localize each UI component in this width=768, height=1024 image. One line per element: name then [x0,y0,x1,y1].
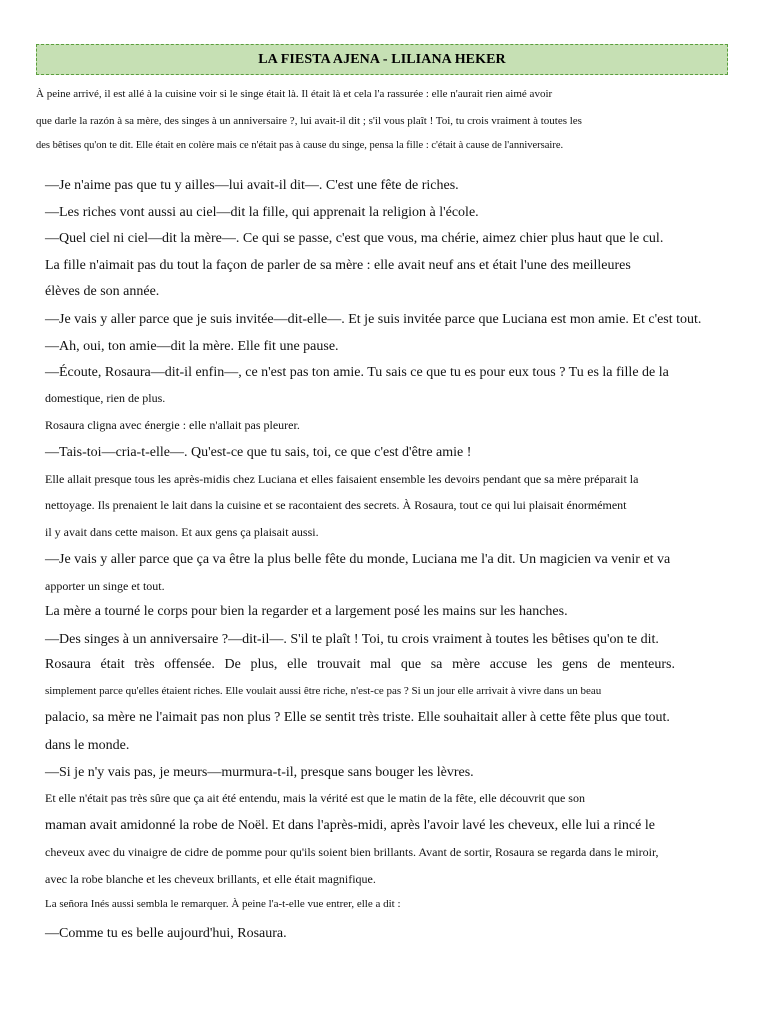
text-line: il y avait dans cette maison. Et aux gens ça plaisait aussi. [45,525,319,539]
text-line: Rosaura était très offensée. De plus, elle trouvait mal que sa mère accuse les gens de menteurs. [45,657,675,672]
text-line: —Ah, oui, ton amie—dit la mère. Elle fit une pause. [45,339,339,354]
text-line: —Je vais y aller parce que ça va être la plus belle fête du monde, Luciana me l'a dit. Un magicien va venir et va [45,552,671,567]
text-line: des bêtises qu'on te dit. Elle était en colère mais ce n'était pas à cause du singe, pensa la fille : c'était à cause de l'anniversaire. [36,140,564,151]
text-line: nettoyage. Ils prenaient le lait dans la cuisine et se racontaient des secrets. À Rosaura, tout ce qui lui plaisait énormément [45,498,627,512]
text-line: élèves de son année. [45,284,160,299]
text-line: palacio, sa mère ne l'aimait pas non plus ? Elle se sentit très triste. Elle souhaitait aller à cette fête plus que tout. [45,710,670,725]
text-line: La señora Inés aussi sembla le remarquer. À peine l'a-t-elle vue entrer, elle a dit : [45,898,401,910]
text-line: —Comme tu es belle aujourd'hui, Rosaura. [45,926,287,941]
document-title: LA FIESTA AJENA - LILIANA HEKER [258,51,506,67]
text-line: —Les riches vont aussi au ciel—dit la fille, qui apprenait la religion à l'école. [45,205,479,220]
text-line: domestique, rien de plus. [45,391,166,405]
text-line: La mère a tourné le corps pour bien la regarder et a largement posé les mains sur les hanches. [45,604,568,619]
text-line: La fille n'aimait pas du tout la façon de parler de sa mère : elle avait neuf ans et était l'une des meilleures [45,258,631,273]
text-line: À peine arrivé, il est allé à la cuisine voir si le singe était là. Il était là et cela l'a rassurée : elle n'aurait rien aimé avoir [36,88,553,100]
text-line: avec la robe blanche et les cheveux brillants, et elle était magnifique. [45,872,376,886]
text-line: —Tais-toi—cria-t-elle—. Qu'est-ce que tu sais, toi, ce que c'est d'être amie ! [45,445,472,460]
text-line: dans le monde. [45,738,130,753]
text-line: apporter un singe et tout. [45,579,165,593]
text-line: Rosaura cligna avec énergie : elle n'allait pas pleurer. [45,418,300,432]
text-line: maman avait amidonné la robe de Noël. Et dans l'après-midi, après l'avoir lavé les cheveux, elle lui a rincé le [45,818,655,833]
text-line: cheveux avec du vinaigre de cidre de pomme pour qu'ils soient bien brillants. Avant de sortir, Rosaura se regarda dans le miroir, [45,845,659,859]
text-line: —Quel ciel ni ciel—dit la mère—. Ce qui se passe, c'est que vous, ma chérie, aimez chier plus haut que le cul. [45,231,664,246]
text-line: —Des singes à un anniversaire ?—dit-il—. S'il te plaît ! Toi, tu crois vraiment à toutes les bêtises qu'on te dit. [45,632,659,647]
text-line: —Je vais y aller parce que je suis invitée—dit-elle—. Et je suis invitée parce que Luciana est mon amie. Et c'est tout. [45,312,702,327]
text-line: que darle la razón à sa mère, des singes à un anniversaire ?, lui avait-il dit ; s'il vous plaît ! Toi, tu crois vraiment à toutes les [36,115,582,127]
text-line: Et elle n'était pas très sûre que ça ait été entendu, mais la vérité est que le matin de la fête, elle découvrit que son [45,791,585,805]
text-line: Elle allait presque tous les après-midis chez Luciana et elles faisaient ensemble les devoirs pendant que sa mère préparait la [45,472,639,486]
text-line: simplement parce qu'elles étaient riches. Elle voulait aussi être riche, n'est-ce pas ? Si un jour elle arrivait à vivre dans un beau [45,685,602,697]
text-line: —Si je n'y vais pas, je meurs—murmura-t-il, presque sans bouger les lèvres. [45,765,474,780]
text-line: —Je n'aime pas que tu y ailles—lui avait-il dit—. C'est une fête de riches. [45,178,459,193]
text-line: —Écoute, Rosaura—dit-il enfin—, ce n'est pas ton amie. Tu sais ce que tu es pour eux tous ? Tu es la fille de la [45,365,669,380]
